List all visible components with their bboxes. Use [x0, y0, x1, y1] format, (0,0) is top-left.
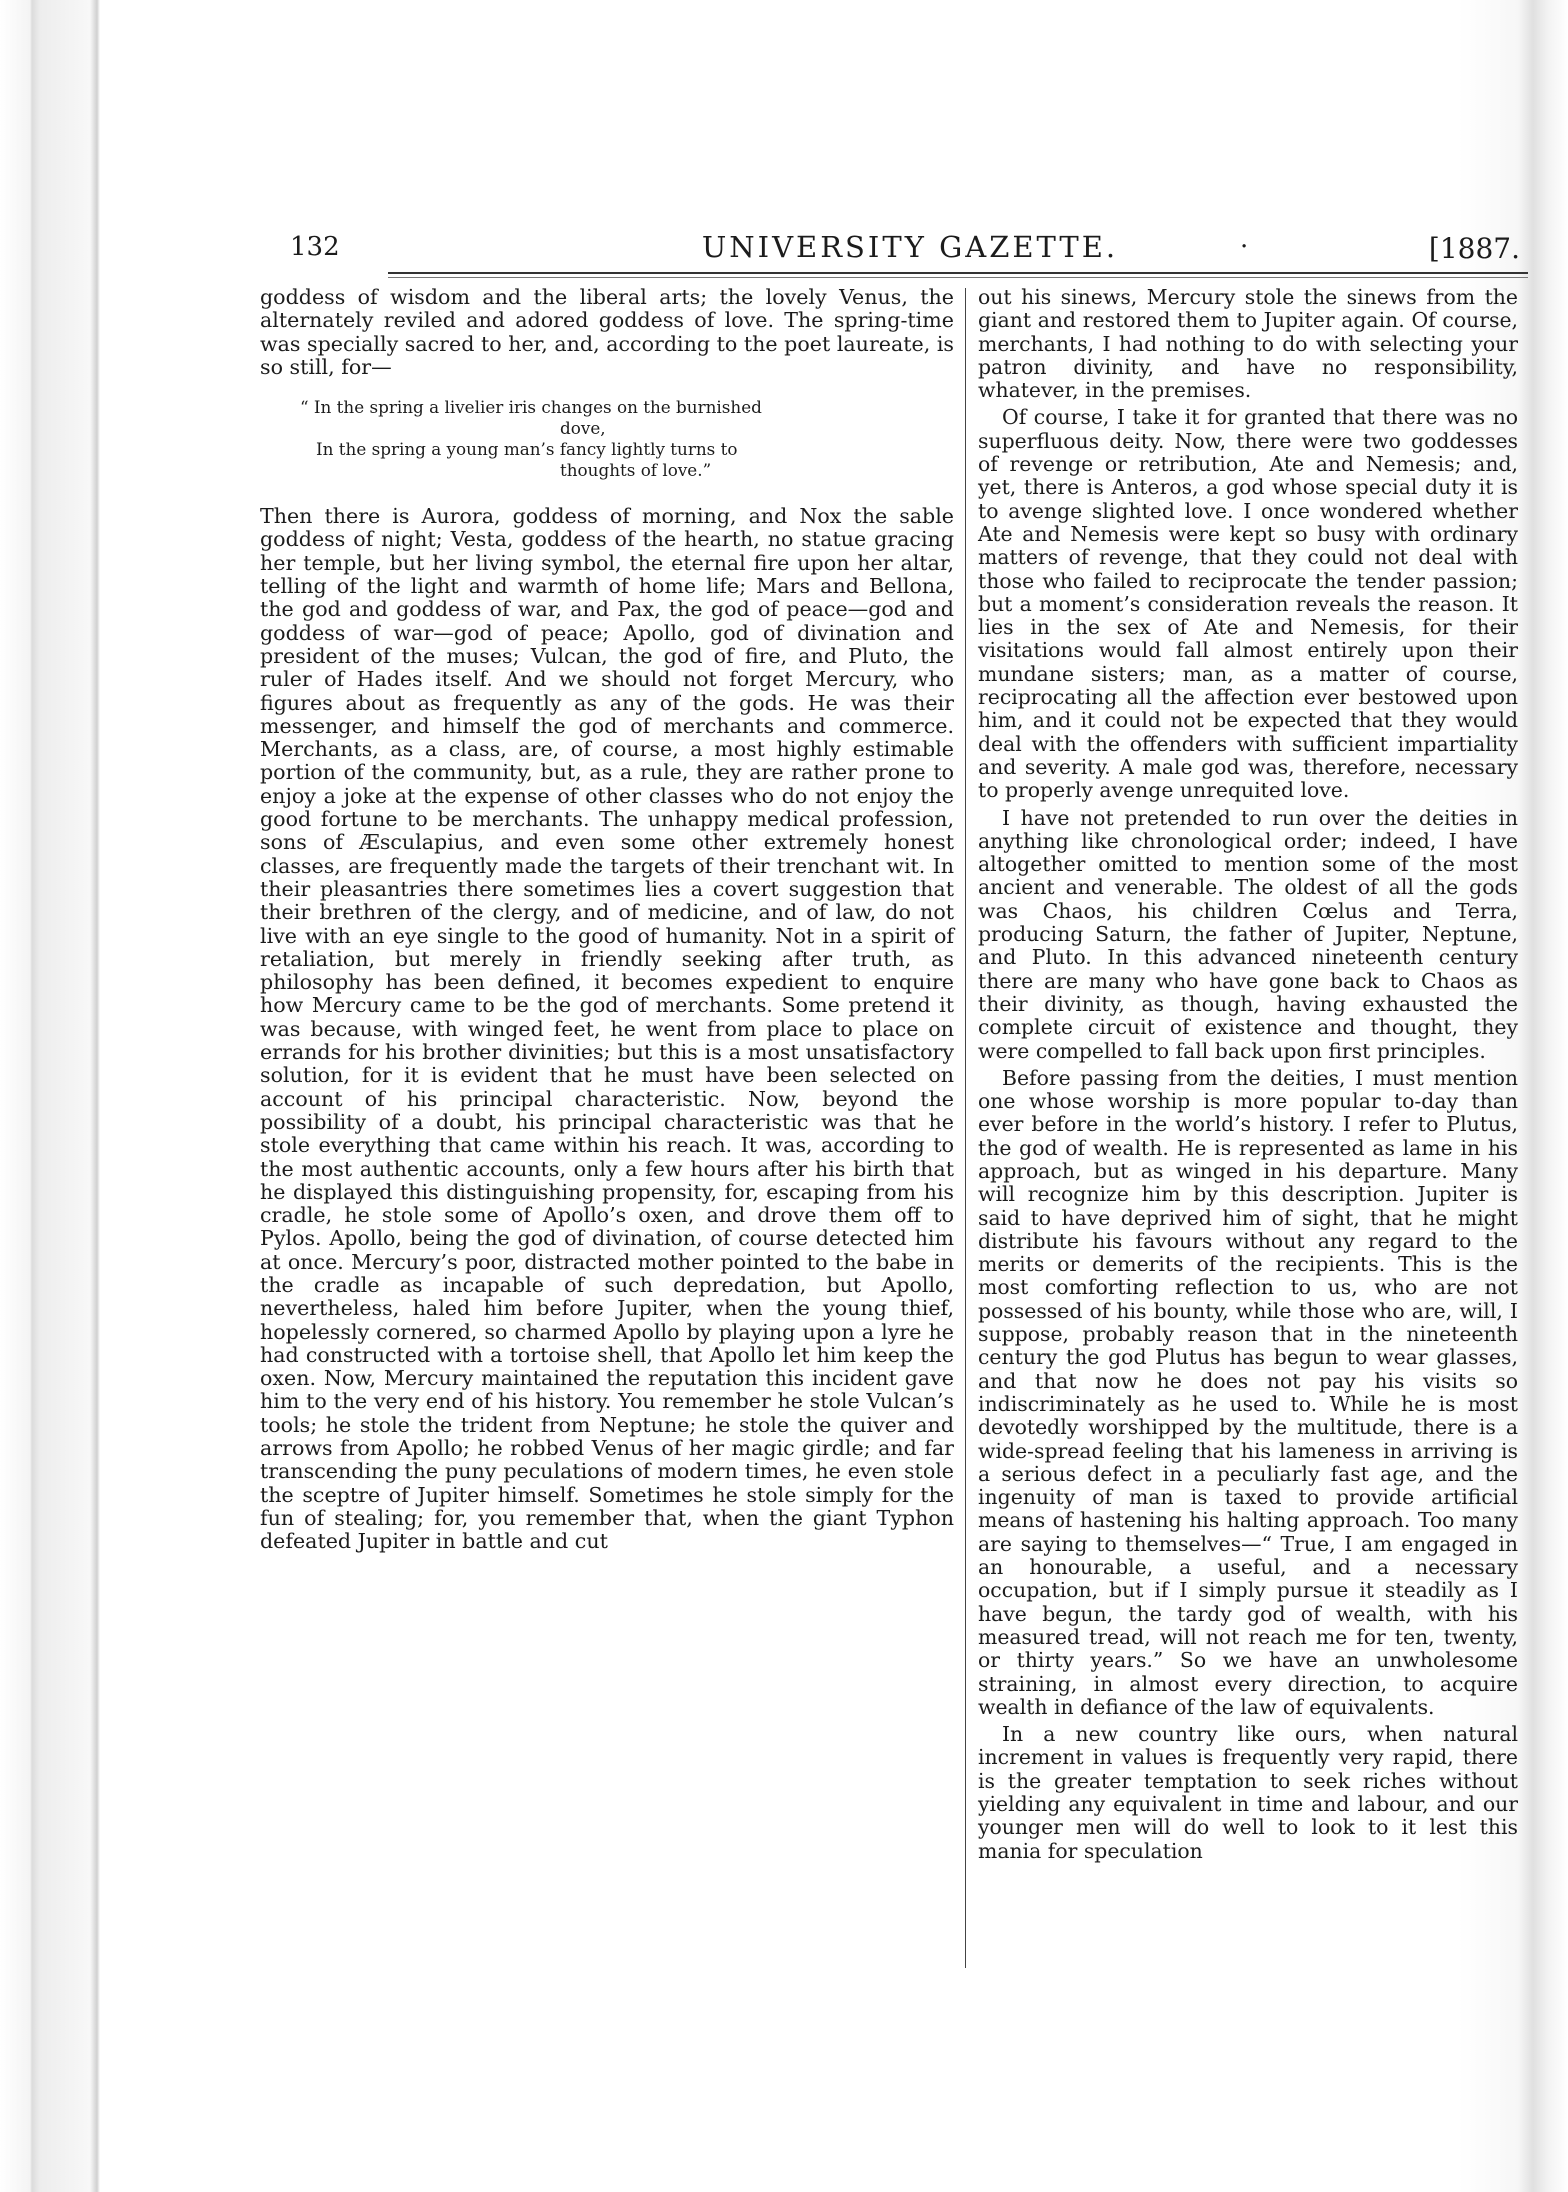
- poem-line-1: “ In the spring a livelier iris changes on the burnished: [300, 397, 762, 418]
- poem-line-4: thoughts of love.”: [560, 460, 712, 481]
- right-paragraph-2: Of course, I take it for granted that there was no superfluous deity. Now, there were two goddesses of revenge or retribution, Ate and Nemesis; and, yet, there is Anteros, a god whose special duty it is to avenge slighted love. I once wondered whether Ate and Nemesis were kept so busy with ordinary matters of revenge, that they could not deal with those who failed to reciprocate the tender passion; but a moment’s consideration reveals the reason. It lies in the sex of Ate and Nemesis, for their visitations would fall almost entirely upon their mundane sisters; man, as a matter of course, reciprocating all the affection ever bestowed upon him, and it could not be expected that they would deal with the offenders with sufficient impartiality and severity. A male god was, therefore, necessary to properly avenge unrequited love.: [978, 405, 1518, 803]
- right-paragraph-1: out his sinews, Mercury stole the sinews from the giant and restored them to Jupiter again. Of course, merchants, I had nothing to do with selecting your patron divinity, and have no responsibility, whatever, in the premises.: [978, 285, 1518, 403]
- poem-line-3: In the spring a young man’s fancy lightly turns to: [316, 439, 738, 460]
- left-paragraph-2: Then there is Aurora, goddess of morning, and Nox the sable goddess of night; Vesta, goddess of the hearth, no statue gracing her temple, but her living symbol, the eternal fire upon her altar, telling of the light and warmth of home life; Mars and Bellona, the god and goddess of war, and Pax, the god of peace—god and goddess of war—god of peace; Apollo, god of divination and president of the muses; Vulcan, the god of fire, and Pluto, the ruler of Hades itself. And we should not forget Mercury, who figures about as frequently as any of the gods. He was their messenger, and himself the god of merchants and commerce. Merchants, as a class, are, of course, a most highly estimable portion of the community, but, as a rule, they are rather prone to enjoy a joke at the expense of other classes who do not enjoy the good fortune to be merchants. The unhappy medical profession, sons of Æsculapius, and even some other extremely honest classes, are frequently made the targets of their trenchant wit. In their pleasantries there sometimes lies a covert suggestion that their brethren of the clergy, and of medicine, and of law, do not live with an eye single to the good of humanity. Not in a spirit of retaliation, but merely in friendly seeking after truth, as philosophy has been defined, it becomes expedient to enquire how Mercury came to be the god of merchants. Some pretend it was because, with winged feet, he went from place to place on errands for his brother divinities; but this is a most unsatisfactory solution, for it is evident that he must have been selected on account of his principal characteristic. Now, beyond the possibility of a doubt, his principal characteristic was that he stole everything that came within his reach. It was, according to the most authentic accounts, only a few hours after his birth that he displayed this distinguishing propensity, for, escaping from his cradle, he stole some of Apollo’s oxen, and drove them off to Pylos. Apollo, being the god of divination, of course detected him at once. Mercury’s poor, distracted mother pointed to the babe in the cradle as incapable of such depredation, but Apollo, nevertheless, haled him before Jupiter, when the young thief, hopelessly cornered, so charmed Apollo by playing upon a lyre he had constructed with a tortoise shell, that Apollo let him keep the oxen. Now, Mercury maintained the reputation this incident gave him to the very end of his history. You remember he stole Vulcan’s tools; he stole the trident from Neptune; he stole the quiver and arrows from Apollo; he robbed Venus of her magic girdle; and far transcending the puny peculations of modern times, he even stole the sceptre of Jupiter himself. Sometimes he stole simply for the fun of stealing; for, you remember that, when the giant Typhon defeated Jupiter in battle and cut: [260, 504, 954, 1554]
- header-dot: ·: [1240, 232, 1249, 262]
- right-paragraph-4: Before passing from the deities, I must mention one whose worship is more popular to-day than ever before in the world’s history. I refer to Plutus, the god of wealth. He is represented as lame in his approach, but as winged in his departure. Many will recognize him by this description. Jupiter is said to have deprived him of sight, that he might distribute his favours without any regard to the merits or demerits of the recipients. This is the most comforting reflection to us, who are not possessed of his bounty, while those who are, will, I suppose, probably reason that in the nineteenth century the god Plutus has begun to wear glasses, and that now he does not pay his visits so indiscriminately as he used to. While he is most devotedly worshipped by the multitude, there is a wide-spread feeling that his lameness in arriving is a serious defect in a peculiarly fast age, and the ingenuity of man is taxed to provide artificial means of hastening his halting approach. Too many are saying to themselves—“ True, I am engaged in an honourable, a useful, and a necessary occupation, but if I simply pursue it steadily as I have begun, the tardy god of wealth, with his measured tread, will not reach me for ten, twenty, or thirty years.” So we have an unwholesome straining, in almost every direction, to acquire wealth in defiance of the law of equivalents.: [978, 1065, 1518, 1719]
- publication-year: [1887.: [1428, 232, 1520, 265]
- poem-quotation: [260, 397, 954, 481]
- right-paragraph-3: I have not pretended to run over the deities in anything like chronological order; indeed, I have altogether omitted to mention some of the most ancient and venerable. The oldest of all the gods was Chaos, his children Cœlus and Terra, producing Saturn, the father of Jupiter, Neptune, and Pluto. In this advanced nineteenth century there are many who have gone back to Chaos as their divinity, as though, having exhausted the complete circuit of existence and thought, they were compelled to fall back upon first principles.: [978, 805, 1518, 1063]
- left-paragraph-1: goddess of wisdom and the liberal arts; the lovely Venus, the alternately reviled and adored goddess of love. The spring-time was specially sacred to her, and, according to the poet laureate, is so still, for—: [260, 285, 954, 379]
- column-divider: [965, 288, 966, 1968]
- page-number: 132: [290, 232, 340, 262]
- scan-left-edge: [0, 0, 100, 2192]
- newspaper-page: [100, 0, 1520, 2192]
- poem-line-2: dove,: [560, 418, 606, 439]
- publication-title: UNIVERSITY GAZETTE.: [701, 230, 1119, 264]
- header-rule-thick: [388, 272, 1528, 274]
- left-column: [260, 286, 954, 1554]
- right-paragraph-5: In a new country like ours, when natural increment in values is frequently very rapid, there is the greater temptation to seek riches without yielding any equivalent in time and labour, and our younger men will do well to look to it lest this mania for speculation: [978, 1722, 1518, 1863]
- right-column: [978, 286, 1518, 1863]
- header-rule-thin: [388, 277, 1528, 278]
- page-header: [290, 232, 1530, 272]
